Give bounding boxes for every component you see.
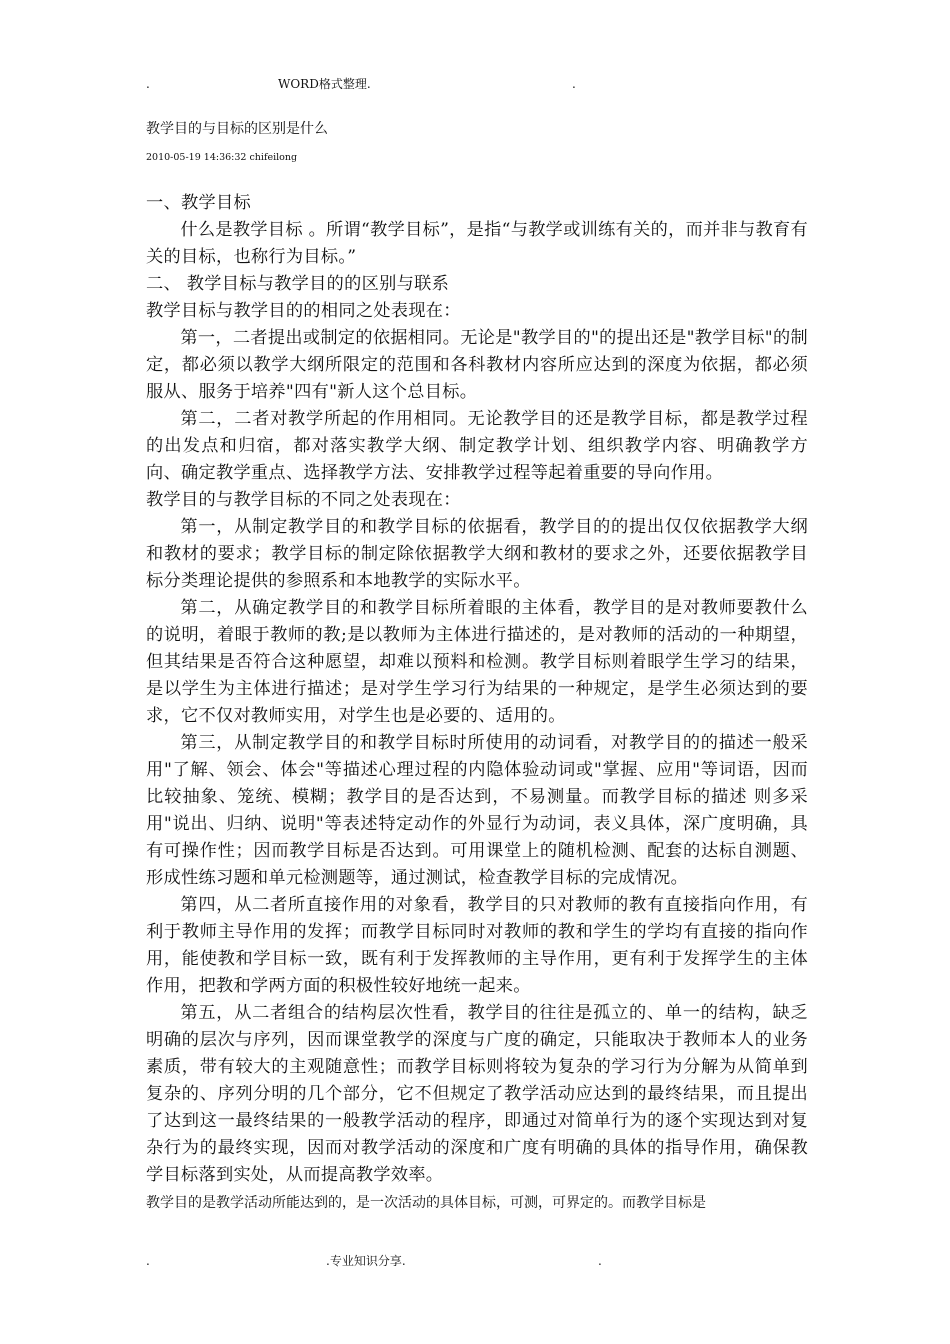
paragraph: 第二，从确定教学目的和教学目标所着眼的主体看，教学目的是对教师要教什么的说明，着眼于教师的教;是以教师为主体进行描述的，是对教师的活动的一种期望，但其结果是否符合这种愿望，却难以预料和检测。教学目标则着眼学生学习的结果，是以学生为主体进行描述；是对学生学习行为结果的一种规定，是学生必须达到的要求，它不仅对教师实用，对学生也是必要的、适用的。: [146, 598, 808, 726]
paragraph: 一、教学目标: [146, 193, 251, 213]
paragraph: 第三，从制定教学目的和教学目标时所使用的动词看，对教学目的的描述一般采用"了解、领会、体会"等描述心理过程的内隐体验动词或"掌握、应用"等词语，因而比较抽象、笼统、模糊；教学目的是否达到，不易测量。而教学目标的描述 则多采用"说出、归纳、说明"等表述特定动作的外显行为动词，表义具体，深广度明确，具有可操作性；因而教学目标是否达到。可用课堂上的随机检测、配套的达标自测题、形成性练习题和单元检测题等，通过测试，检查教学目标的完成情况。: [146, 733, 808, 888]
paragraph: 什么是教学目标 。所谓“教学目标”，是指“与教学或训练有关的，而并非与教育有关的目标，也称行为目标。”: [146, 220, 808, 267]
footer-left-dot: .: [146, 1254, 150, 1268]
paragraph: 第二，二者对教学所起的作用相同。无论教学目的还是教学目标，都是教学过程的出发点和归宿，都对落实教学大纲、制定教学计划、组织教学内容、明确教学方向、确定教学重点、选择教学方法、安排教学过程等起着重要的导向作用。: [146, 409, 808, 483]
document-body: [146, 190, 808, 1189]
header-left-dot: .: [146, 77, 150, 91]
footer-right-dot: .: [598, 1254, 602, 1268]
paragraph: 教学目标与教学目的的相同之处表现在：: [146, 301, 461, 321]
paragraph: 第一，二者提出或制定的依据相同。无论是"教学目的"的提出还是"教学目标"的制定，都必须以教学大纲所限定的范围和各科教材内容所应达到的深度为依据，都必须服从、服务于培养"四有"新人这个总目标。: [146, 328, 808, 402]
paragraph: 第五，从二者组合的结构层次性看，教学目的往往是孤立的、单一的结构，缺乏明确的层次与序列，因而课堂教学的深度与广度的确定，只能取决于教师本人的业务素质，带有较大的主观随意性；而教学目标则将较为复杂的学习行为分解为从简单到复杂的、序列分明的几个部分，它不但规定了教学活动应达到的最终结果，而且提出了达到这一最终结果的一般教学活动的程序，即通过对简单行为的逐个实现达到对复杂行为的最终实现，因而对教学活动的深度和广度有明确的具体的指导作用，确保教学目标落到实处，从而提高教学效率。: [146, 1003, 808, 1185]
footer-center: .专业知识分享.: [326, 1254, 406, 1268]
trailing-line: 教学目的是教学活动所能达到的，是一次活动的具体目标，可测，可界定的。而教学目标是: [146, 1195, 706, 1211]
paragraph: 二、 教学目标与教学目的的区别与联系: [146, 274, 450, 294]
post-meta: 2010-05-19 14:36:32 chifeilong: [146, 152, 298, 163]
header-right-dot: .: [572, 77, 576, 91]
header-title: WORD格式整理.: [278, 77, 371, 91]
paragraph: 第一，从制定教学目的和教学目标的依据看，教学目的的提出仅仅依据教学大纲和教材的要求；教学目标的制定除依据教学大纲和教材的要求之外，还要依据教学目标分类理论提供的参照系和本地教学的实际水平。: [146, 517, 808, 591]
paragraph: 第四，从二者所直接作用的对象看，教学目的只对教师的教有直接指向作用，有利于教师主导作用的发挥；而教学目标同时对教师的教和学生的学均有直接的指向作用，能使教和学目标一致，既有利于发挥教师的主导作用，更有利于发挥学生的主体作用，把教和学两方面的积极性较好地统一起来。: [146, 895, 808, 996]
paragraph: 教学目的与教学目标的不同之处表现在：: [146, 490, 461, 510]
document-title: 教学目的与目标的区别是什么: [146, 121, 328, 137]
